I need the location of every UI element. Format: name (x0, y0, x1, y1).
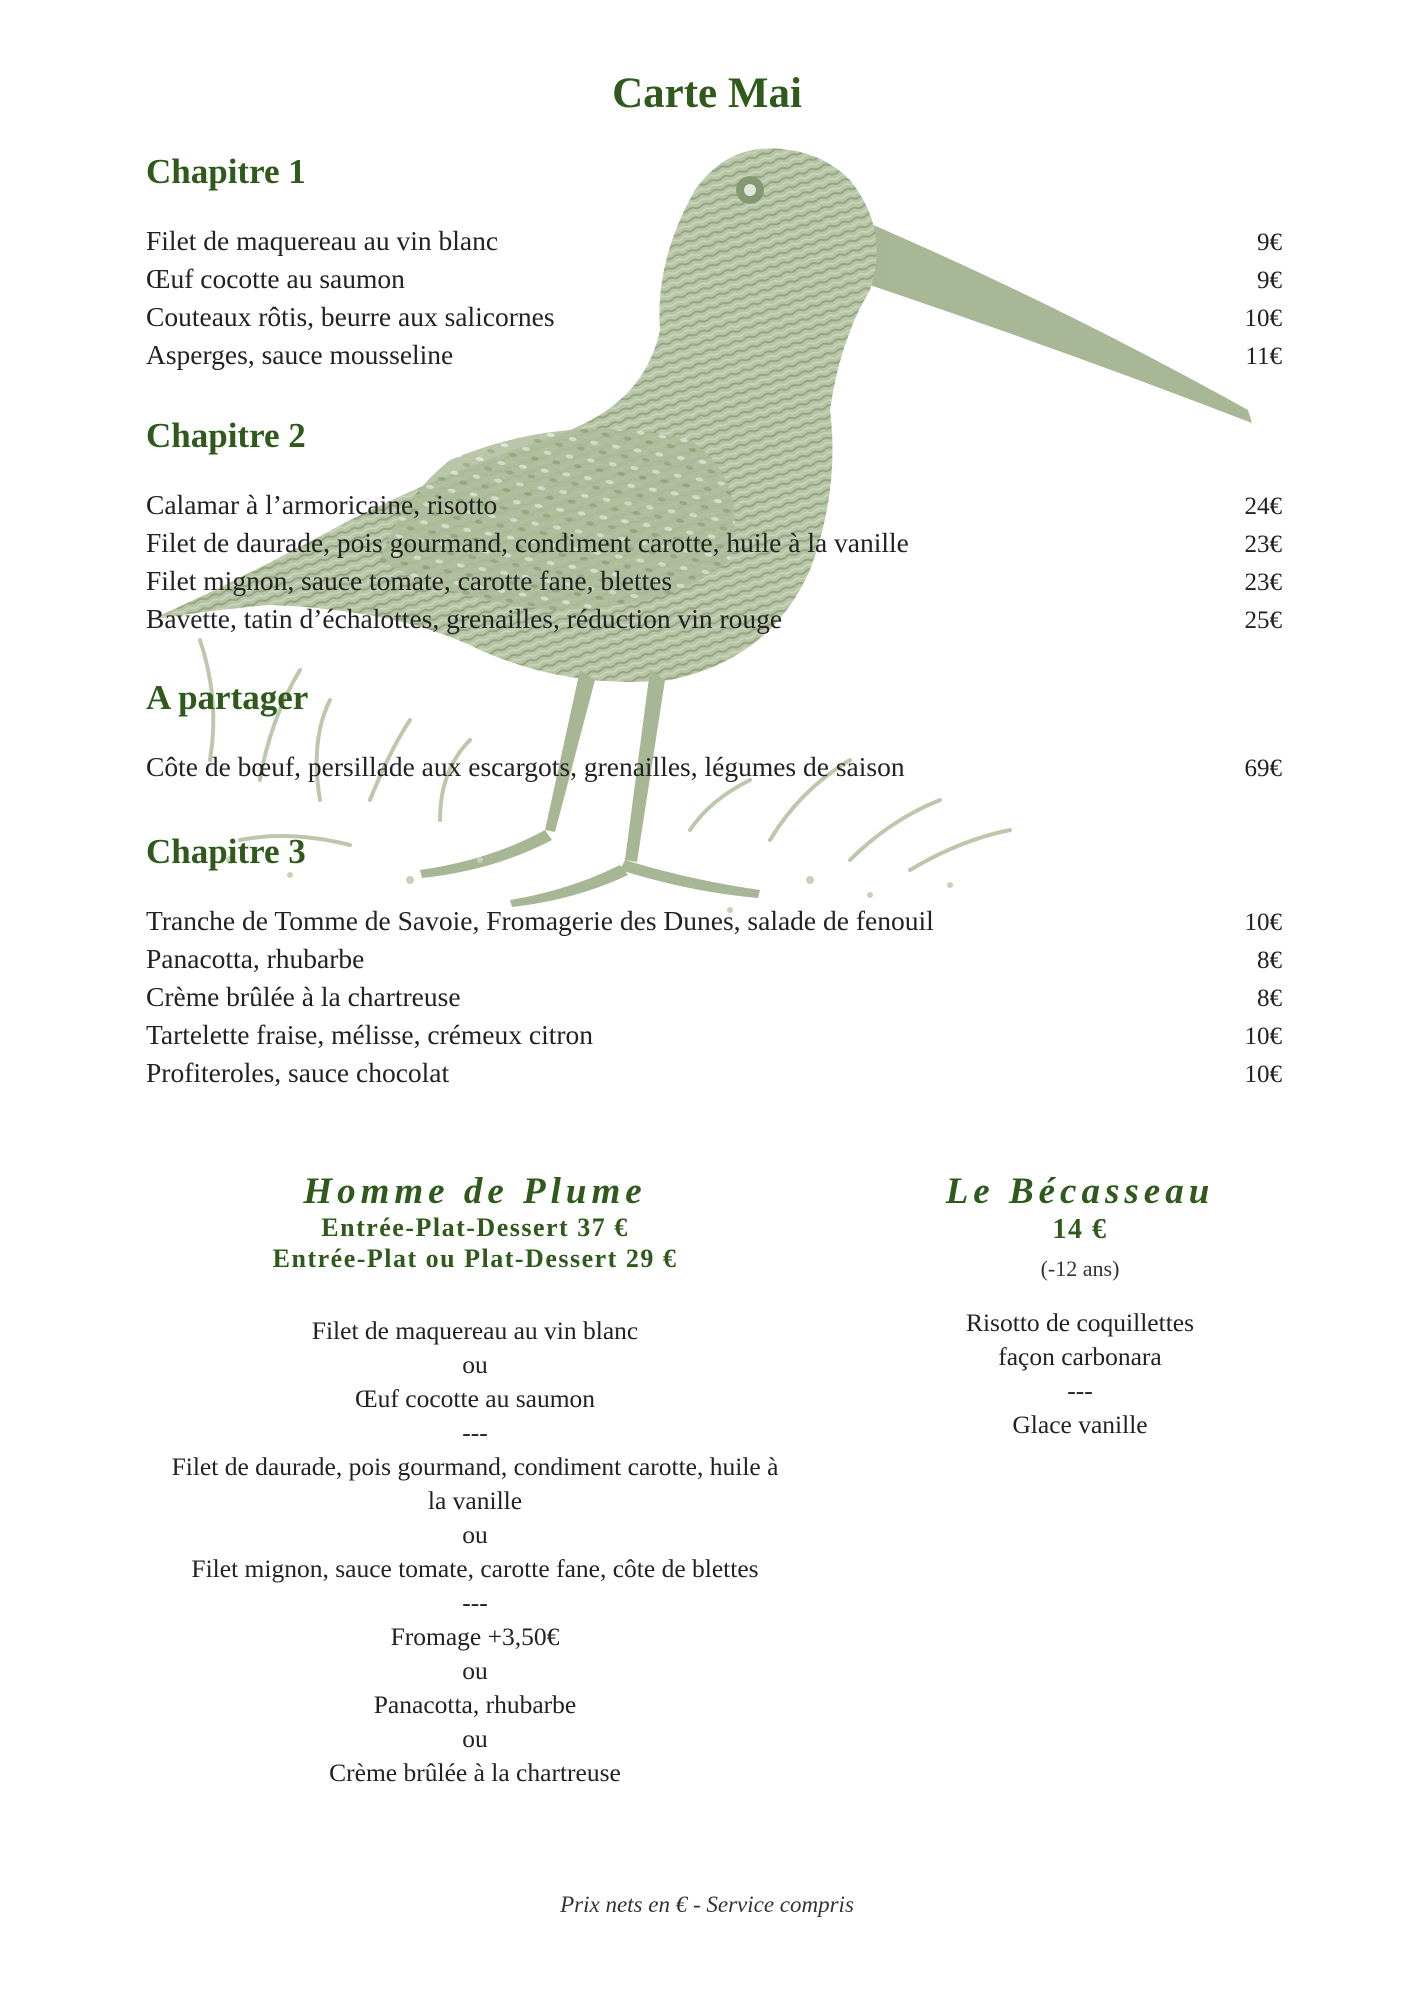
set-menu-line: Filet de maquereau au vin blanc (311, 1316, 639, 1345)
section-title: Chapitre 1 (146, 152, 306, 191)
dish-name: Bavette, tatin d’échalottes, grenailles, réduction vin rouge (146, 603, 783, 634)
set-menu-lines (900, 1306, 1260, 1442)
section-a-partager (146, 680, 1282, 787)
set-menu-line: Fromage +3,50€ (390, 1622, 560, 1651)
dish-name: Tranche de Tomme de Savoie, Fromagerie des Dunes, salade de fenouil (146, 905, 934, 936)
dish-name: Calamar à l’armoricaine, risotto (146, 489, 498, 520)
dish-row (146, 903, 1282, 941)
set-menu-line: façon carbonara (998, 1342, 1162, 1371)
dish-price: 69€ (1244, 755, 1282, 782)
set-menu-line: --- (462, 1588, 488, 1617)
set-menu-line: ou (462, 1724, 488, 1753)
dish-name: Panacotta, rhubarbe (146, 943, 365, 974)
age-note: (-12 ans) (1040, 1256, 1120, 1281)
dish-price: 23€ (1244, 531, 1282, 558)
dish-name: Œuf cocotte au saumon (146, 263, 405, 294)
menu-title: Carte Mai (612, 70, 802, 117)
set-menu-le-becasseau (900, 1172, 1260, 1442)
dish-price: 8€ (1257, 985, 1282, 1012)
dish-row (146, 299, 1282, 337)
dish-name: Côte de bœuf, persillade aux escargots, grenailles, légumes de saison (146, 751, 905, 782)
dish-row (146, 261, 1282, 299)
dish-row (146, 1017, 1282, 1055)
dish-row (146, 1055, 1282, 1093)
dish-price: 23€ (1244, 569, 1282, 596)
dish-price: 24€ (1244, 493, 1282, 520)
dish-list (146, 487, 1282, 639)
set-menu-homme-de-plume (110, 1172, 840, 1790)
dish-row (146, 337, 1282, 375)
footer-note: Prix nets en € - Service compris (560, 1892, 854, 1917)
dish-row (146, 223, 1282, 261)
set-menu-name: Homme de Plume (303, 1171, 647, 1212)
set-menu-line: Panacotta, rhubarbe (373, 1690, 577, 1719)
set-menu-price: Entrée-Plat-Dessert 37 € (321, 1213, 629, 1242)
dish-row (146, 941, 1282, 979)
dish-row (146, 563, 1282, 601)
set-menu-line: ou (462, 1520, 488, 1549)
section-title: Chapitre 2 (146, 416, 306, 455)
set-menu-line: ou (462, 1656, 488, 1685)
dish-price: 9€ (1257, 229, 1282, 256)
set-menu-lines (110, 1314, 840, 1790)
set-menu-line: --- (1067, 1376, 1093, 1405)
dish-price: 11€ (1245, 343, 1282, 370)
dish-price: 10€ (1244, 1061, 1282, 1088)
section-title: Chapitre 3 (146, 832, 306, 871)
section-title: A partager (146, 678, 309, 717)
set-menu-line: --- (462, 1418, 488, 1447)
dish-price: 10€ (1244, 305, 1282, 332)
dish-name: Tartelette fraise, mélisse, crémeux citron (146, 1019, 594, 1050)
dish-row (146, 601, 1282, 639)
set-menu-line: Crème brûlée à la chartreuse (329, 1758, 621, 1787)
dish-row (146, 749, 1282, 787)
set-menu-line: ou (462, 1350, 488, 1379)
set-menu-line: Filet de daurade, pois gourmand, condiment carotte, huile à (171, 1452, 779, 1481)
section-chapitre-3 (146, 834, 1282, 1093)
dish-row (146, 487, 1282, 525)
dish-name: Profiteroles, sauce chocolat (146, 1057, 450, 1088)
dish-price: 9€ (1257, 267, 1282, 294)
dish-name: Filet de maquereau au vin blanc (146, 225, 499, 256)
set-menu-line: Glace vanille (1012, 1410, 1148, 1439)
dish-price: 10€ (1244, 909, 1282, 936)
dish-name: Asperges, sauce mousseline (146, 339, 454, 370)
dish-row (146, 525, 1282, 563)
dish-name: Filet de daurade, pois gourmand, condiment carotte, huile à la vanille (146, 527, 909, 558)
dish-row (146, 979, 1282, 1017)
set-menu-name: Le Bécasseau (945, 1171, 1215, 1212)
set-menu-line: Risotto de coquillettes (965, 1308, 1195, 1337)
set-menu-line: Œuf cocotte au saumon (354, 1384, 596, 1413)
dish-list (146, 223, 1282, 375)
dish-name: Filet mignon, sauce tomate, carotte fane, blettes (146, 565, 673, 596)
dish-name: Couteaux rôtis, beurre aux salicornes (146, 301, 555, 332)
dish-price: 10€ (1244, 1023, 1282, 1050)
dish-name: Crème brûlée à la chartreuse (146, 981, 461, 1012)
section-chapitre-1 (146, 154, 1282, 375)
dish-list (146, 903, 1282, 1093)
dish-list (146, 749, 1282, 787)
set-menu-price: Entrée-Plat ou Plat-Dessert 29 € (272, 1244, 678, 1273)
section-chapitre-2 (146, 418, 1282, 639)
set-menu-line: la vanille (427, 1486, 523, 1515)
dish-price: 25€ (1244, 607, 1282, 634)
dish-price: 8€ (1257, 947, 1282, 974)
set-menu-line: Filet mignon, sauce tomate, carotte fane, côte de blettes (191, 1554, 759, 1583)
set-menu-price: 14 € (1052, 1214, 1108, 1245)
